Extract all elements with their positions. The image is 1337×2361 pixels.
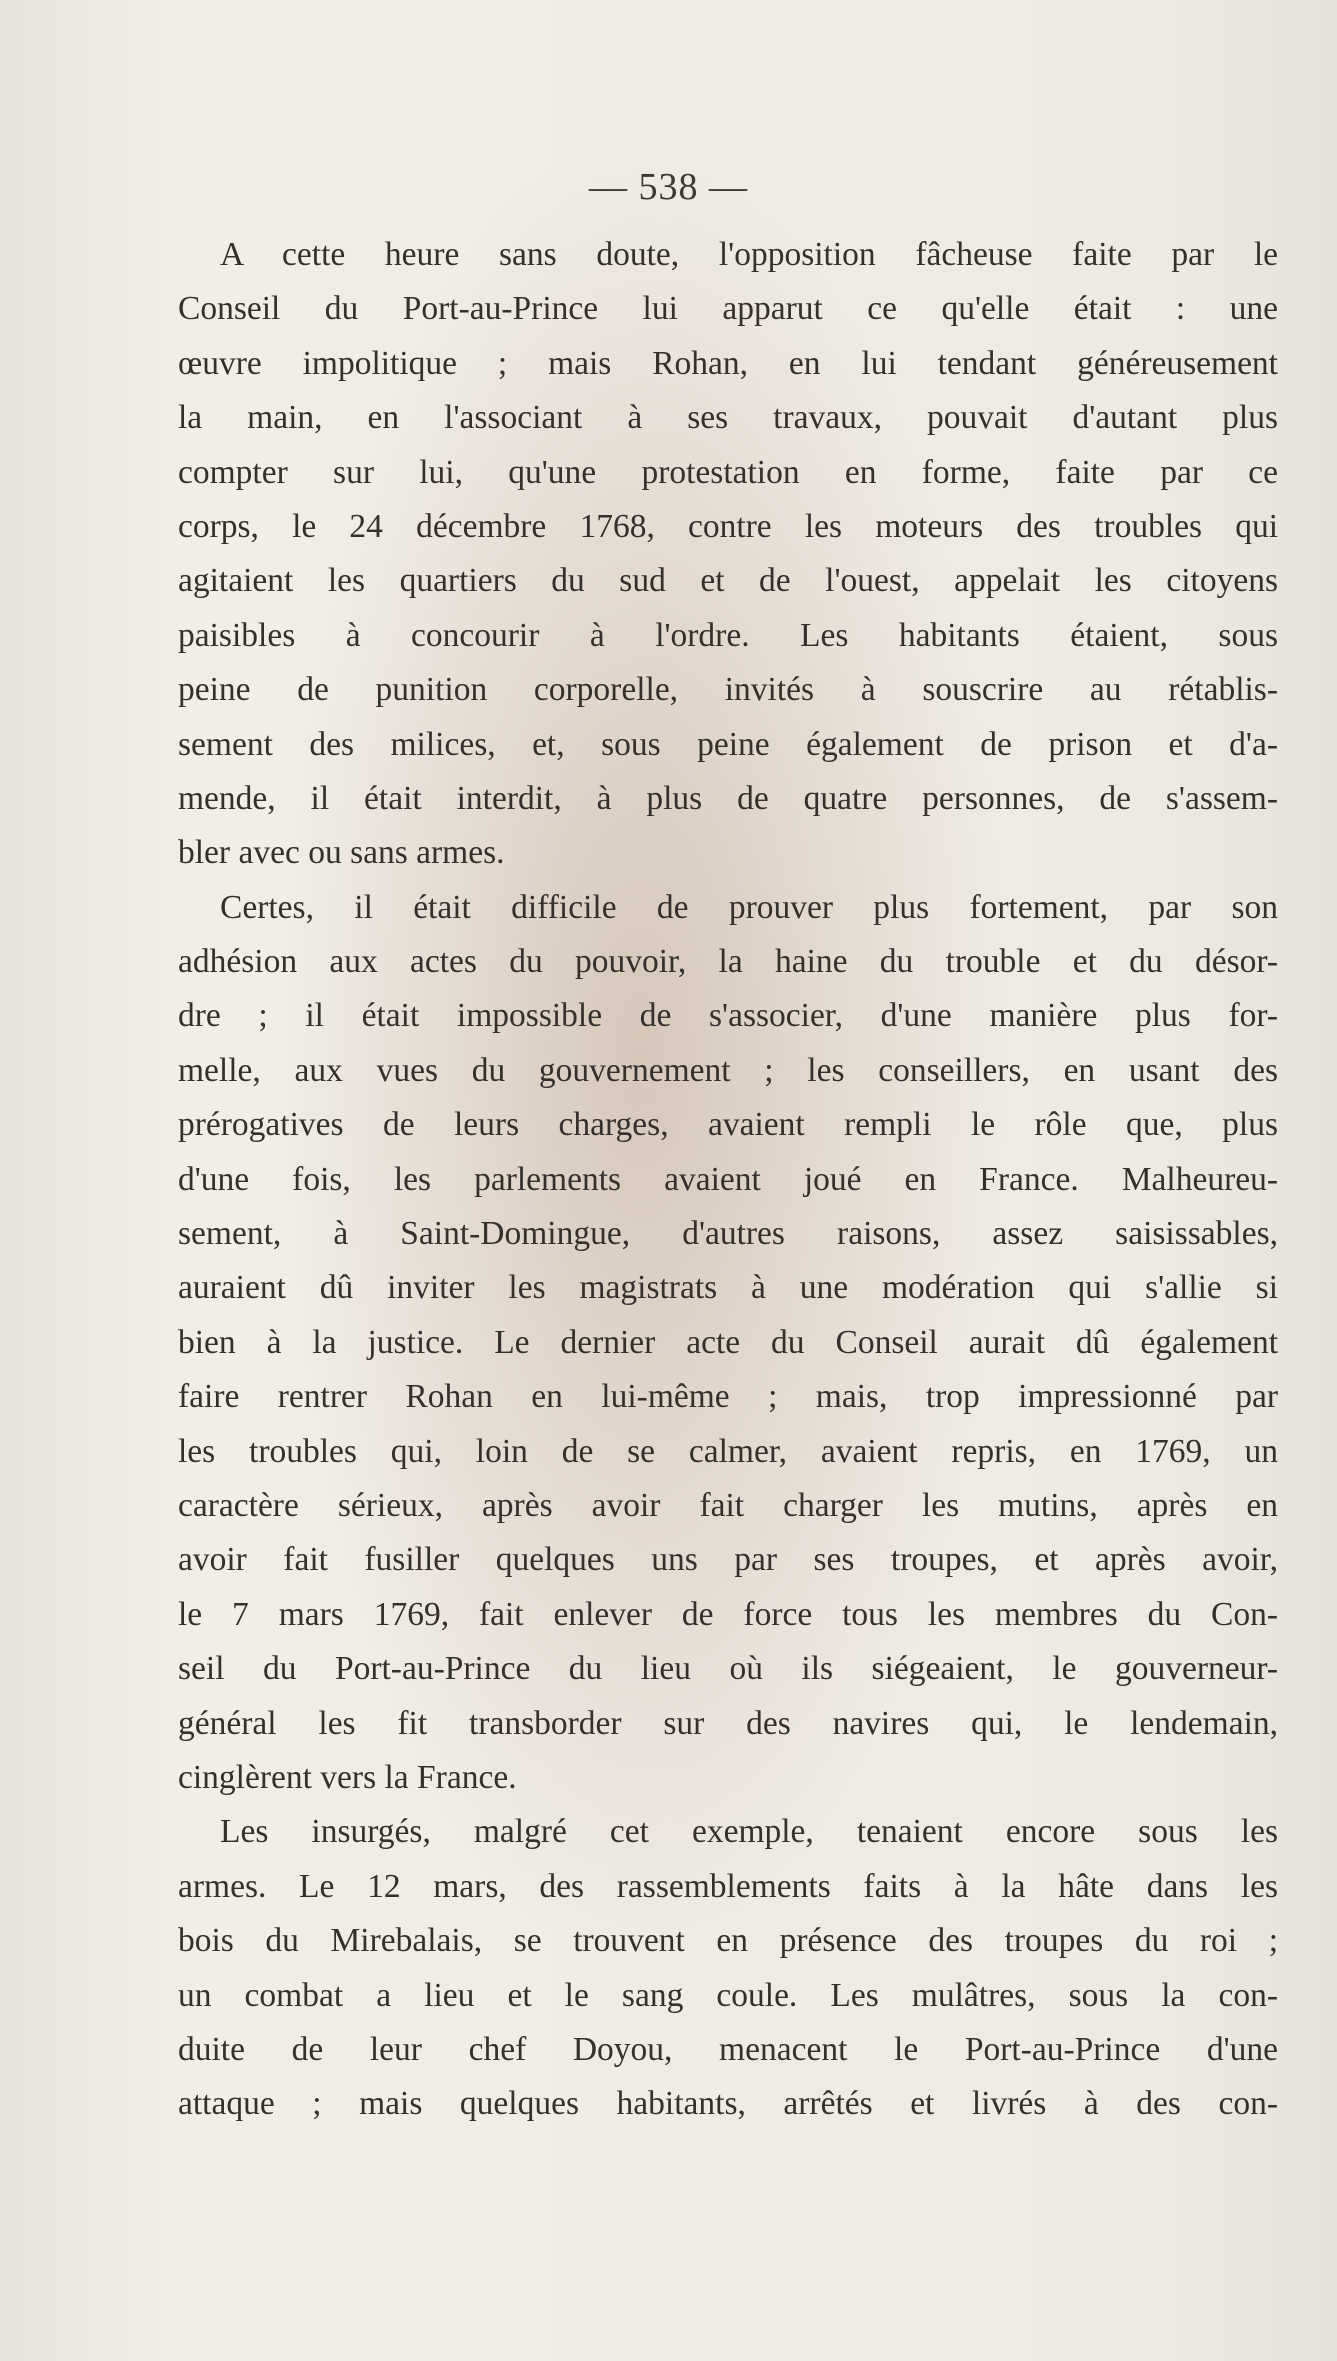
text-line: adhésion aux actes du pouvoir, la haine du trouble et du désor- (178, 943, 1278, 981)
text-line: attaque ; mais quelques habitants, arrêtés et livrés à des con- (178, 2085, 1278, 2123)
text-line: la main, en l'associant à ses travaux, pouvait d'autant plus (178, 399, 1278, 437)
text-line: sement, à Saint-Domingue, d'autres raisons, assez saisissables, (178, 1215, 1278, 1253)
text-line: paisibles à concourir à l'ordre. Les habitants étaient, sous (178, 616, 1278, 654)
text-line: faire rentrer Rohan en lui-même ; mais, trop impressionné par (178, 1378, 1278, 1416)
text-line: dre ; il était impossible de s'associer, d'une manière plus for- (178, 997, 1278, 1035)
text-line: bler avec ou sans armes. (178, 834, 505, 872)
text-line: duite de leur chef Doyou, menacent le Port-au-Prince d'une (178, 2030, 1278, 2068)
text-line: Certes, il était difficile de prouver plus fortement, par son (220, 888, 1278, 926)
text-line: prérogatives de leurs charges, avaient rempli le rôle que, plus (178, 1106, 1278, 1144)
text-line: Conseil du Port-au-Prince lui apparut ce qu'elle était : une (178, 290, 1278, 328)
text-line: œuvre impolitique ; mais Rohan, en lui tendant généreusement (178, 344, 1278, 382)
text-line: mende, il était interdit, à plus de quatre personnes, de s'assem- (178, 779, 1278, 817)
text-line: compter sur lui, qu'une protestation en forme, faite par ce (178, 453, 1278, 491)
text-line: peine de punition corporelle, invités à souscrire au rétablis- (178, 671, 1278, 709)
text-line: bois du Mirebalais, se trouvent en présence des troupes du roi ; (178, 1922, 1278, 1960)
text-line: caractère sérieux, après avoir fait charger les mutins, après en (178, 1486, 1278, 1524)
text-line: Les insurgés, malgré cet exemple, tenaient encore sous les (220, 1813, 1278, 1851)
text-line: auraient dû inviter les magistrats à une modération qui s'allie si (178, 1269, 1278, 1307)
text-line: A cette heure sans doute, l'opposition fâcheuse faite par le (220, 236, 1278, 273)
text-line: melle, aux vues du gouvernement ; les conseillers, en usant des (178, 1051, 1278, 1089)
text-line: armes. Le 12 mars, des rassemblements faits à la hâte dans les (178, 1867, 1278, 1905)
text-line: un combat a lieu et le sang coule. Les mulâtres, sous la con- (178, 1976, 1278, 2014)
text-line: cinglèrent vers la France. (178, 1758, 517, 1796)
text-line: d'une fois, les parlements avaient joué en France. Malheureu- (178, 1160, 1278, 1198)
text-line: agitaient les quartiers du sud et de l'ouest, appelait les citoyens (178, 562, 1278, 600)
page-number: — 538 — (589, 166, 748, 208)
text-line: bien à la justice. Le dernier acte du Conseil aurait dû également (178, 1323, 1278, 1361)
text-line: corps, le 24 décembre 1768, contre les moteurs des troubles qui (178, 507, 1278, 545)
body-text (178, 228, 1278, 2132)
text-line: les troubles qui, loin de se calmer, avaient repris, en 1769, un (178, 1432, 1278, 1470)
text-line: seil du Port-au-Prince du lieu où ils siégeaient, le gouverneur- (178, 1650, 1278, 1688)
text-line: avoir fait fusiller quelques uns par ses troupes, et après avoir, (178, 1541, 1278, 1579)
text-line: le 7 mars 1769, fait enlever de force tous les membres du Con- (178, 1595, 1278, 1633)
text-line: général les fit transborder sur des navires qui, le lendemain, (178, 1704, 1278, 1742)
text-line: sement des milices, et, sous peine également de prison et d'a- (178, 725, 1278, 763)
